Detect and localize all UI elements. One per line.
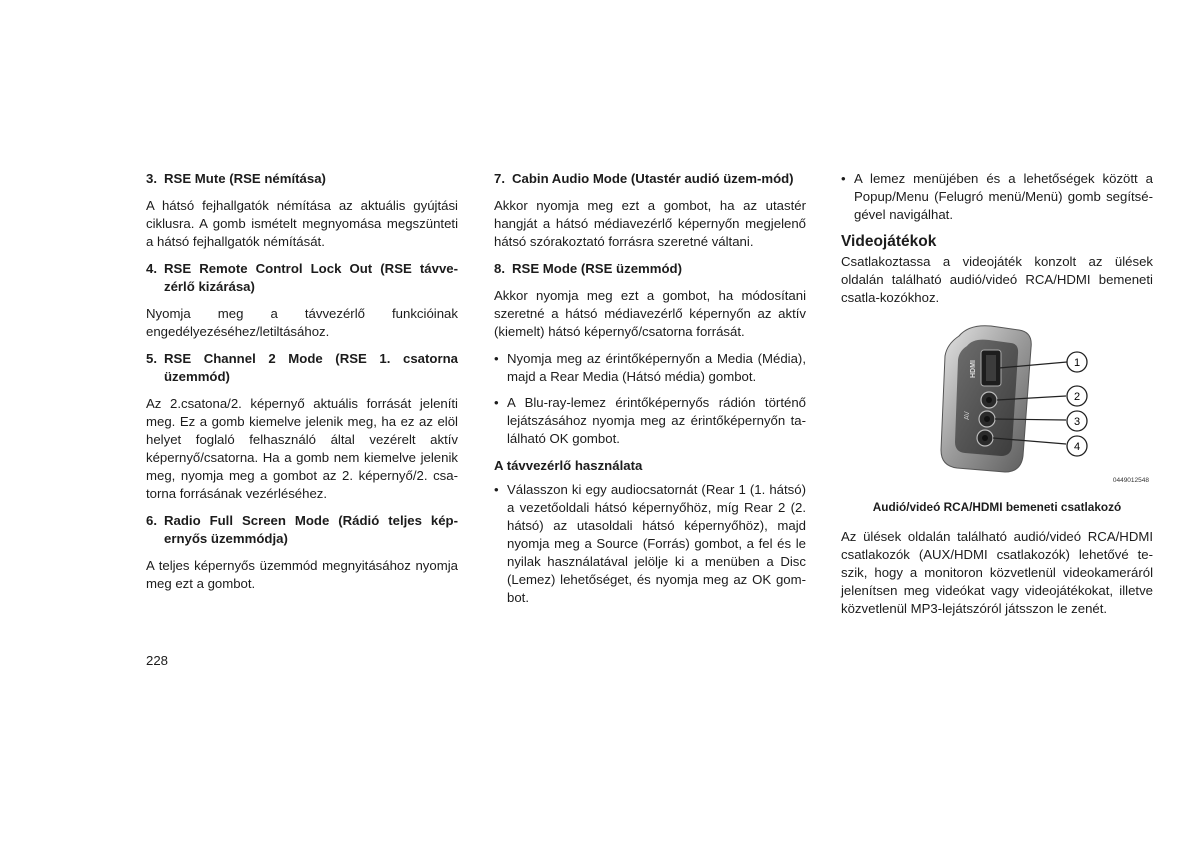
connector-figure xyxy=(841,316,1153,492)
item-6-heading xyxy=(146,512,458,548)
list-item: • Nyomja meg az érintőképernyőn a Media (Média), majd a Rear Media (Hátsó média) gombot. xyxy=(494,351,806,384)
hdmi-label: HDMI xyxy=(970,360,977,378)
item-title: RSE Channel 2 Mode (RSE 1. csatorna üzemmód) xyxy=(164,351,458,384)
list-item: • Válasszon ki egy audiocsatornát (Rear 1 (1. hátsó) a vezetőoldali hátsó képernyőhöz, míg Rear 2 (2. hátsó) az utasoldali hátsó képernyőhöz), majd nyomja meg a Source (Forrás) gombot, a fel és le nyilak használatával jelölje ki a menüben a Disc (Lemez) lehetőséget, és nyomja meg az OK gom-bot. xyxy=(494,482,806,605)
item-number: 3. xyxy=(146,171,157,186)
page-number: 228 xyxy=(146,653,169,668)
item-8-bullets xyxy=(494,350,806,448)
item-number: 7. xyxy=(494,171,505,186)
bullet-text: Nyomja meg az érintőképernyőn a Media (Média), majd a Rear Media (Hátsó média) gombot. xyxy=(507,351,806,384)
remote-usage-heading: A távvezérlő használata xyxy=(494,458,643,473)
item-title: RSE Mode (RSE üzemmód) xyxy=(512,261,682,276)
item-8-text: Akkor nyomja meg ezt a gombot, ha módosítani szeretné a hátsó médiavezérlő képernyőn az aktív (kiemelt) hátsó képernyő/csatorna forrását. xyxy=(494,288,806,339)
connector-illustration xyxy=(841,316,1153,492)
item-6-text: A teljes képernyős üzemmód megnyitásához nyomja meg ezt a gombot. xyxy=(146,558,458,591)
item-number: 4. xyxy=(146,261,157,276)
menu-bullets xyxy=(841,170,1153,224)
video-games-text: Csatlakoztassa a videojáték konzolt az ülések oldalán található audió/videó RCA/HDMI bemeneti csatla-kozókhoz. xyxy=(841,254,1153,305)
list-item: • A Blu-ray-lemez érintőképernyős rádión történő lejátszásához nyomja meg az érintőképernyőn ta-lálható OK gombot. xyxy=(494,395,806,446)
bullet-text: A Blu-ray-lemez érintőképernyős rádión történő lejátszásához nyomja meg az érintőképernyőn ta-lálható OK gombot. xyxy=(507,395,806,446)
callout-number: 3 xyxy=(1073,416,1081,428)
bullet-text: A lemez menüjében és a lehetőségek között a Popup/Menu (Felugró menü/Menü) gomb segítsé-gével navigálhat. xyxy=(854,171,1153,222)
item-7-heading xyxy=(494,170,806,188)
callout-number: 1 xyxy=(1073,357,1081,369)
item-3-text: A hátsó fejhallgatók némítása az aktuális gyújtási ciklusra. A gomb ismételt megnyomása megszünteti a hátsó fejhallgatók némítását. xyxy=(146,198,458,249)
item-8-heading xyxy=(494,260,806,278)
item-5-heading xyxy=(146,350,458,386)
connector-paragraph: Az ülések oldalán található audió/videó RCA/HDMI csatlakozók (AUX/HDMI csatlakozók) lehetővé te-szik, hogy a monitoron közvetlenül videokameráról jelenítsen meg videókat vagy videojátékokat, illetve közvetlenül MP3-lejátszóról játsszon le zenét. xyxy=(841,529,1153,616)
column-3 xyxy=(841,170,1153,627)
item-number: 6. xyxy=(146,513,157,528)
bullet-text: Válasszon ki egy audiocsatornát (Rear 1 (1. hátsó) a vezetőoldali hátsó képernyőhöz, míg Rear 2 (2. hátsó) az utasoldali hátsó képernyőhöz), majd nyomja meg a Source (Forrás) gombot, a fel és le nyilak használatával jelölje ki a menüben a Disc (Lemez) lehetőséget, és nyomja meg az OK gom-bot. xyxy=(507,482,806,605)
item-7-text: Akkor nyomja meg ezt a gombot, ha az utastér hangját a hátsó médiavezérlő képernyőn megjelenő hátsó szórakoztató forrásra szeretné váltani. xyxy=(494,198,806,249)
figure-caption: Audió/videó RCA/HDMI bemeneti csatlakozó xyxy=(872,500,1122,514)
item-5-text: Az 2.csatona/2. képernyő aktuális forrását jeleníti meg. Ez a gomb kiemelve jelenik meg, ha ez az elöl helyet foglaló felhasználó által vezérelt aktív képernyő/csatorna. Ha a gomb nem kiemelve jelenik meg, nyomja meg a gombot az 2. képernyő/2. csa-torna forrásának vezérléséhez. xyxy=(146,396,458,501)
video-games-heading: Videojátékok xyxy=(841,233,937,250)
callout-number: 2 xyxy=(1073,391,1081,403)
item-title: RSE Mute (RSE némítása) xyxy=(164,171,326,186)
item-number: 5. xyxy=(146,351,157,366)
item-4-heading xyxy=(146,260,458,296)
callout-number: 4 xyxy=(1073,441,1081,453)
remote-bullets xyxy=(494,481,806,607)
list-item: • A lemez menüjében és a lehetőségek között a Popup/Menu (Felugró menü/Menü) gomb segítsé-gével navigálhat. xyxy=(841,171,1153,222)
item-3-heading xyxy=(146,170,458,188)
item-title: Radio Full Screen Mode (Rádió teljes kép-ernyős üzemmódja) xyxy=(164,513,458,546)
figure-code: 0449012548 xyxy=(1112,477,1149,484)
item-4-text: Nyomja meg a távvezérlő funkcióinak engedélyezéséhez/letiltásához. xyxy=(146,306,458,339)
item-number: 8. xyxy=(494,261,505,276)
column-2 xyxy=(494,170,806,616)
item-title: RSE Remote Control Lock Out (RSE távve-zérlő kizárása) xyxy=(164,261,458,294)
item-title: Cabin Audio Mode (Utastér audió üzem-mód) xyxy=(512,171,794,186)
av-label: AV xyxy=(964,411,971,420)
column-1 xyxy=(146,170,458,602)
